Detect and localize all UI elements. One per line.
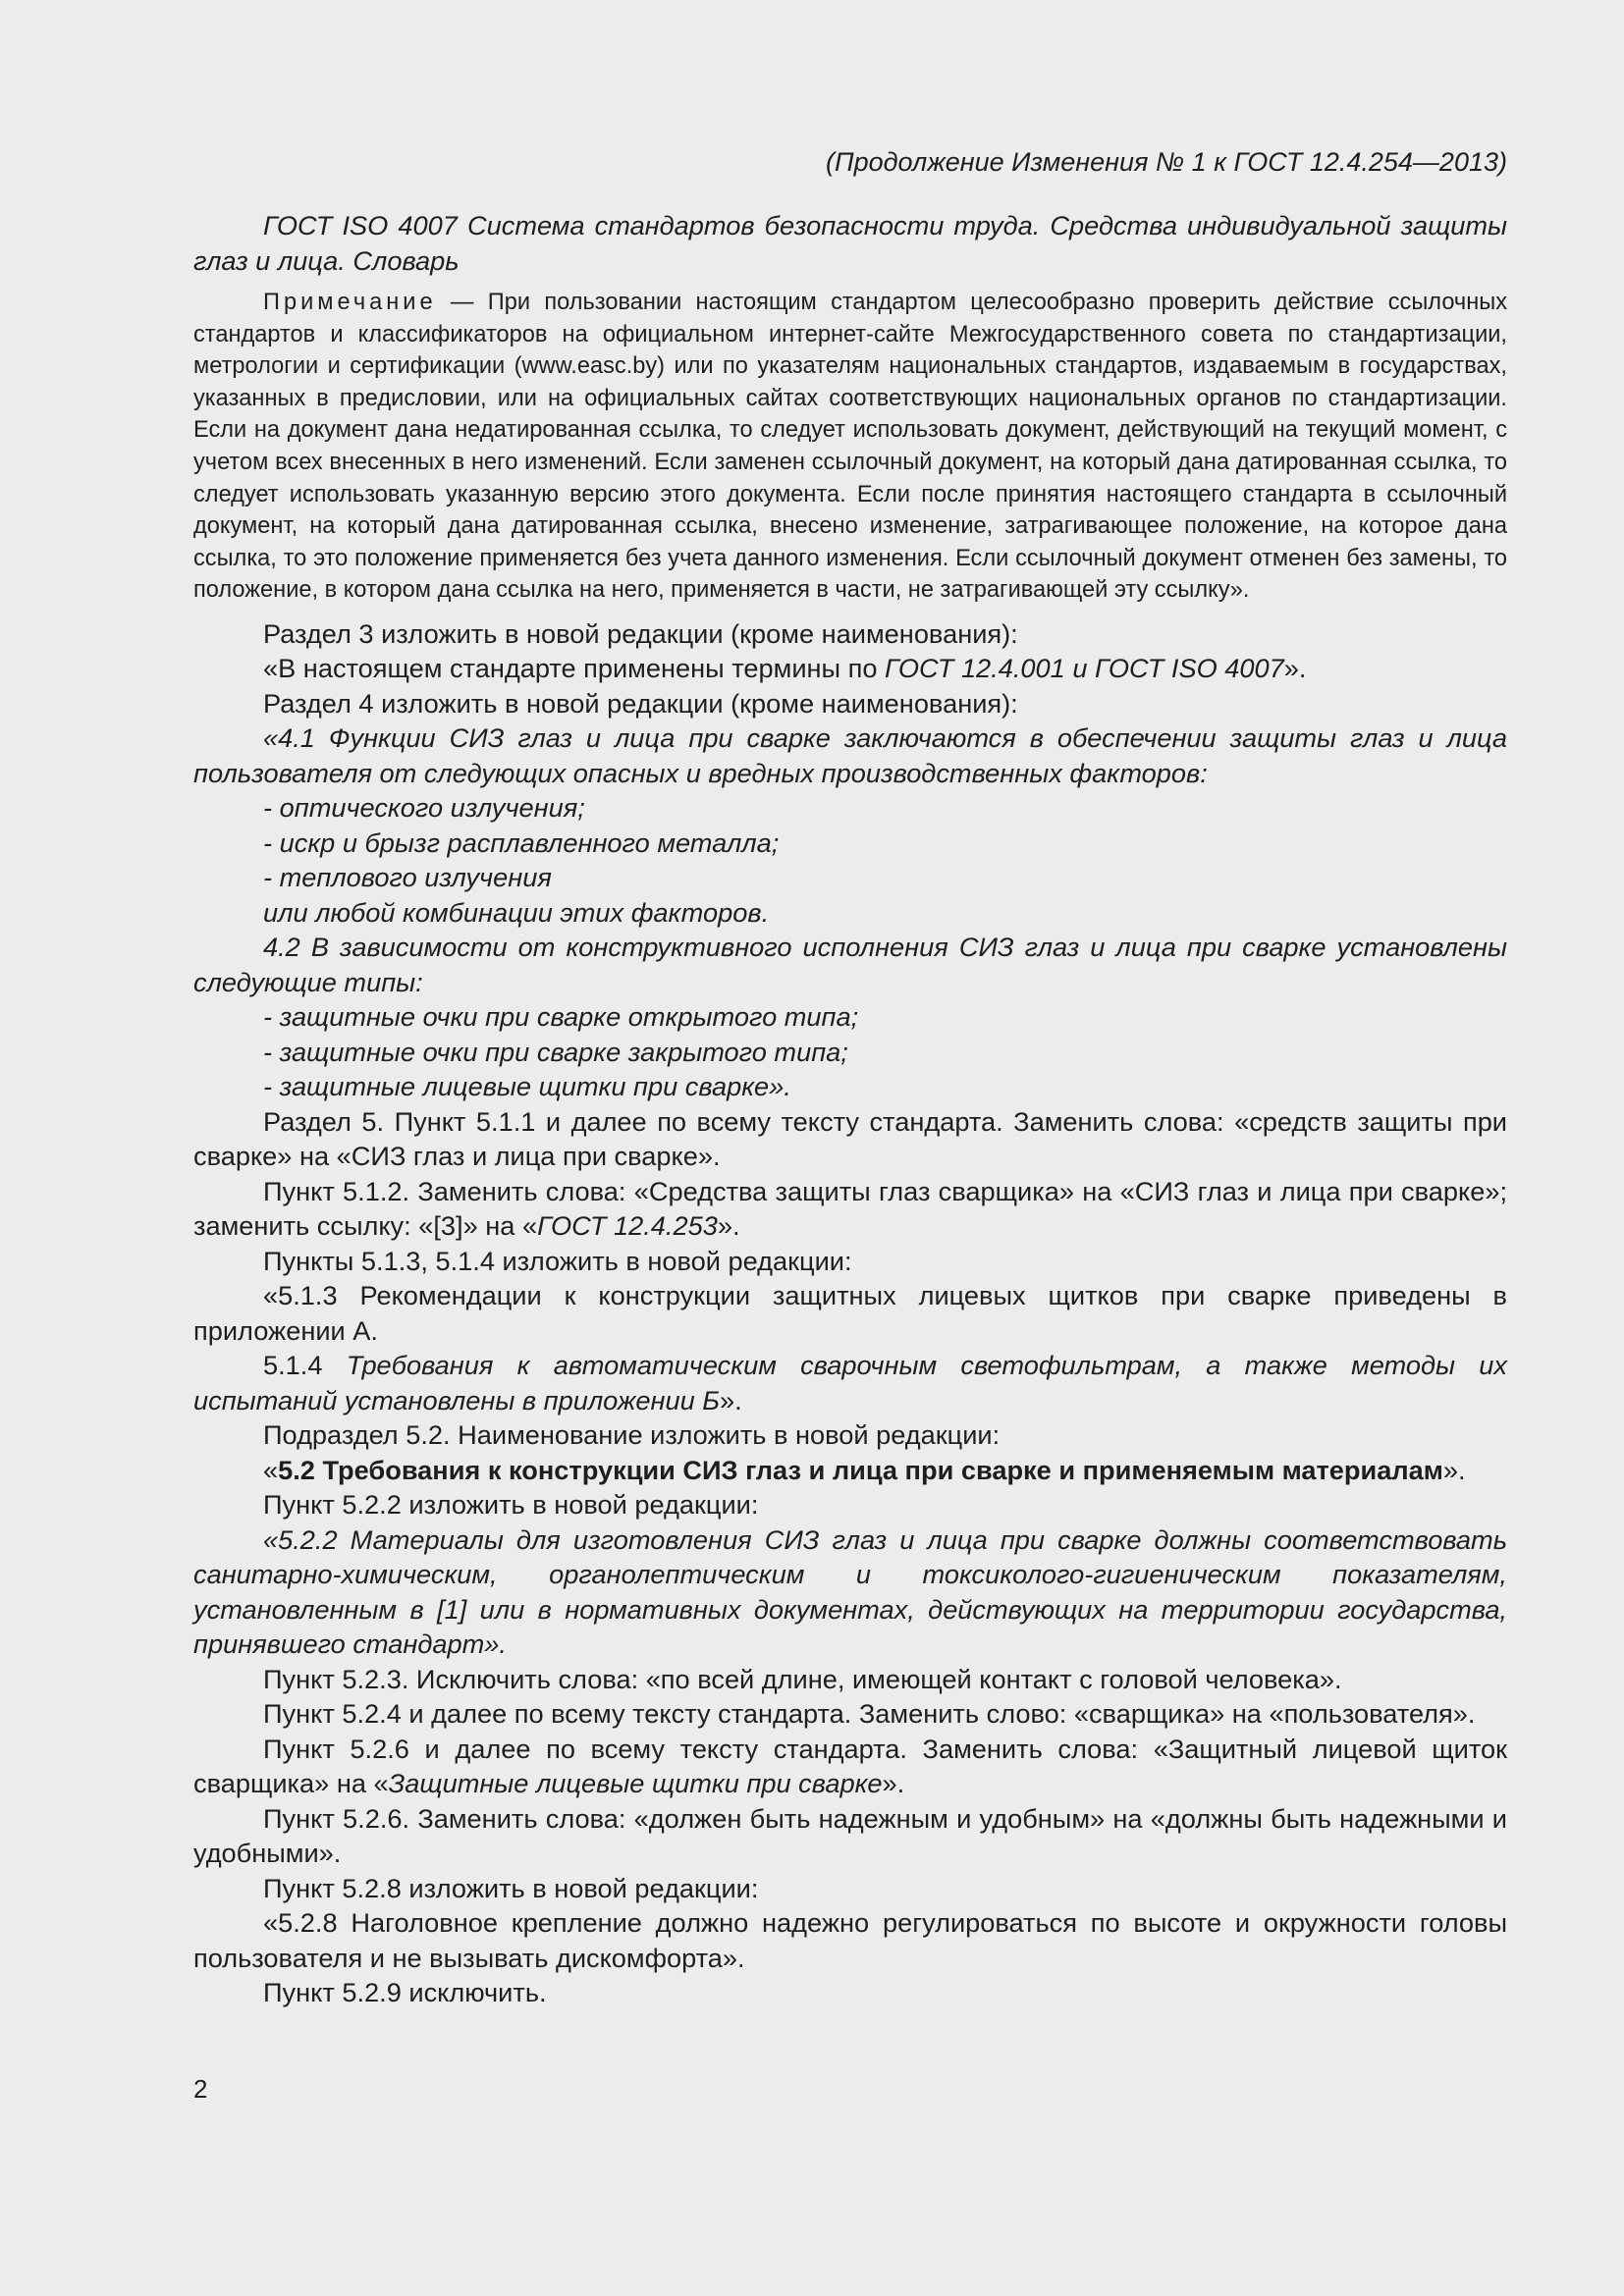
clause-4-2: 4.2 В зависимости от конструктивного исполнения СИЗ глаз и лица при сварке установлены следующие типы:: [193, 932, 1507, 997]
clause-5-2-3-change: Пункт 5.2.3. Исключить слова: «по всей длине, имеющей контакт с головой человека».: [263, 1663, 1342, 1694]
clause-4-2-item: - защитные очки при сварке закрытого типа;: [263, 1036, 848, 1067]
clause-5-1-4-close: ».: [719, 1384, 742, 1415]
clauses-5-1-3-5-1-4-intro: Пункты 5.1.3, 5.1.4 изложить в новой редакции:: [263, 1245, 852, 1276]
clause-5-2-6-c: ».: [882, 1768, 905, 1799]
subsection-5-2-title: [193, 1453, 1507, 1488]
clause-5-2-2: «5.2.2 Материалы для изготовления СИЗ глаз и лица при сварке должны соответствовать санитарно-химическим, органолептическим и токсиколого-гигиеническим показателям, установленным в [1] или в нормативных документах, действующих на территории государства, принявшего стандарт».: [193, 1523, 1507, 1660]
ref-gost-iso-4007: ГОСТ ISO 4007 Система стандартов безопасности труда. Средства индивидуальной защиты глаз и лица. Словарь: [193, 210, 1507, 276]
clause-4-1-item: - оптического излучения;: [263, 792, 585, 824]
clause-4-1-item: - теплового излучения: [263, 862, 552, 893]
section-3-text-a: «В настоящем стандарте применены термины по: [263, 653, 886, 684]
section-5-change: Раздел 5. Пункт 5.1.1 и далее по всему тексту стандарта. Заменить слова: «средств защиты при сварке» на «СИЗ глаз и лица при сварке».: [193, 1105, 1507, 1172]
clause-5-2-6-a: Пункт 5.2.6 и далее по всему тексту стандарта. Заменить слова: «Защитный лицевой щиток сварщика» на «: [193, 1733, 1507, 1799]
clause-5-1-4-num: 5.1.4: [263, 1350, 347, 1381]
note-paragraph: [193, 287, 1507, 607]
clause-5-1-2-ref: ГОСТ 12.4.253: [537, 1210, 718, 1242]
clause-5-1-4: [193, 1348, 1507, 1417]
subsection-5-2-close: ».: [1442, 1454, 1466, 1485]
clause-5-2-4-change: Пункт 5.2.4 и далее по всему тексту стандарта. Заменить слово: «сварщика» на «пользователя».: [263, 1698, 1476, 1730]
clause-5-2-6-change-b: Пункт 5.2.6. Заменить слова: «должен быть надежным и удобным» на «должны быть надежными и удобными».: [193, 1802, 1507, 1869]
clause-4-2-item: - защитные лицевые щитки при сварке».: [263, 1071, 791, 1102]
clause-4-1: «4.1 Функции СИЗ глаз и лица при сварке заключаются в обеспечении защиты глаз и лица пользователя от следующих опасных и вредных производственных факторов:: [193, 722, 1507, 788]
subsection-5-2-heading: 5.2 Требования к конструкции СИЗ глаз и лица при сварке и применяемым материалам: [278, 1454, 1443, 1485]
clause-4-2-item: - защитные очки при сварке открытого типа;: [263, 1001, 859, 1033]
document-body: [193, 208, 1507, 2010]
clause-4-1-end: или любой комбинации этих факторов.: [263, 896, 770, 928]
continuation-header: (Продолжение Изменения № 1 к ГОСТ 12.4.254—2013): [826, 147, 1507, 177]
note-label: Примечание: [263, 290, 437, 315]
clause-5-1-2-c: ».: [717, 1210, 740, 1242]
clause-5-1-2-change: [193, 1174, 1507, 1244]
section-3-intro: Раздел 3 изложить в новой редакции (кроме наименования):: [263, 617, 1018, 649]
clause-5-2-6-change-a: [193, 1732, 1507, 1801]
section-3-refs: ГОСТ 12.4.001 и ГОСТ ISO 4007: [885, 653, 1284, 684]
clause-5-1-2-a: Пункт 5.1.2. Заменить слова: «Средства защиты глаз сварщика» на «СИЗ глаз и лица при сварке»; заменить ссылку: «[3]» на «: [193, 1175, 1507, 1242]
note-text: — При пользовании настоящим стандартом целесообразно проверить действие ссылочных стандартов и классификаторов на официальном интернет-сайте Межгосударственного совета по стандартизации, метрологии и сертификации (www.easc.by) или по указателям национальных стандартов, издаваемым в государствах, указанных в предисловии, или на официальных сайтах соответствующих национальных органов по стандартизации. Если на документ дана недатированная ссылка, то следует использовать документ, действующий на текущий момент, с учетом всех внесенных в него изменений. Если заменен ссылочный документ, на который дана датированная ссылка, то следует использовать указанную версию этого документа. Если после принятия настоящего стандарта в ссылочный документ, на который дана датированная ссылка, внесено изменение, затрагивающее положение, на которое дана ссылка, то это положение применяется без учета данного изменения. Если ссылочный документ отменен без замены, то положение, в котором дана ссылка на него, применяется в части, не затрагивающей эту ссылку».: [193, 290, 1507, 604]
clause-5-2-8: «5.2.8 Наголовное крепление должно надежно регулироваться по высоте и окружности головы пользователя и не вызывать дискомфорта».: [193, 1907, 1507, 1973]
clause-4-1-item: - искр и брызг расплавленного металла;: [263, 827, 780, 858]
subsection-5-2-open: «: [263, 1454, 279, 1485]
subsection-5-2-intro: Подраздел 5.2. Наименование изложить в новой редакции:: [263, 1419, 1001, 1451]
section-4-intro: Раздел 4 изложить в новой редакции (кроме наименования):: [263, 687, 1018, 719]
clause-5-2-8-intro: Пункт 5.2.8 изложить в новой редакции:: [263, 1872, 759, 1903]
clause-5-1-3: «5.1.3 Рекомендации к конструкции защитных лицевых щитков при сварке приведены в приложении А.: [193, 1280, 1507, 1346]
clause-5-1-4-text: Требования к автоматическим сварочным светофильтрам, а также методы их испытаний установлены в приложении Б: [193, 1350, 1507, 1415]
section-3-text-c: ».: [1283, 653, 1307, 684]
section-3-text: [193, 651, 1507, 686]
clause-5-2-9-change: Пункт 5.2.9 исключить.: [263, 1977, 547, 2008]
clause-5-2-2-intro: Пункт 5.2.2 изложить в новой редакции:: [263, 1489, 759, 1521]
clause-5-2-6-new-term: Защитные лицевые щитки при сварке: [388, 1768, 883, 1799]
page-number: 2: [193, 2074, 208, 2104]
